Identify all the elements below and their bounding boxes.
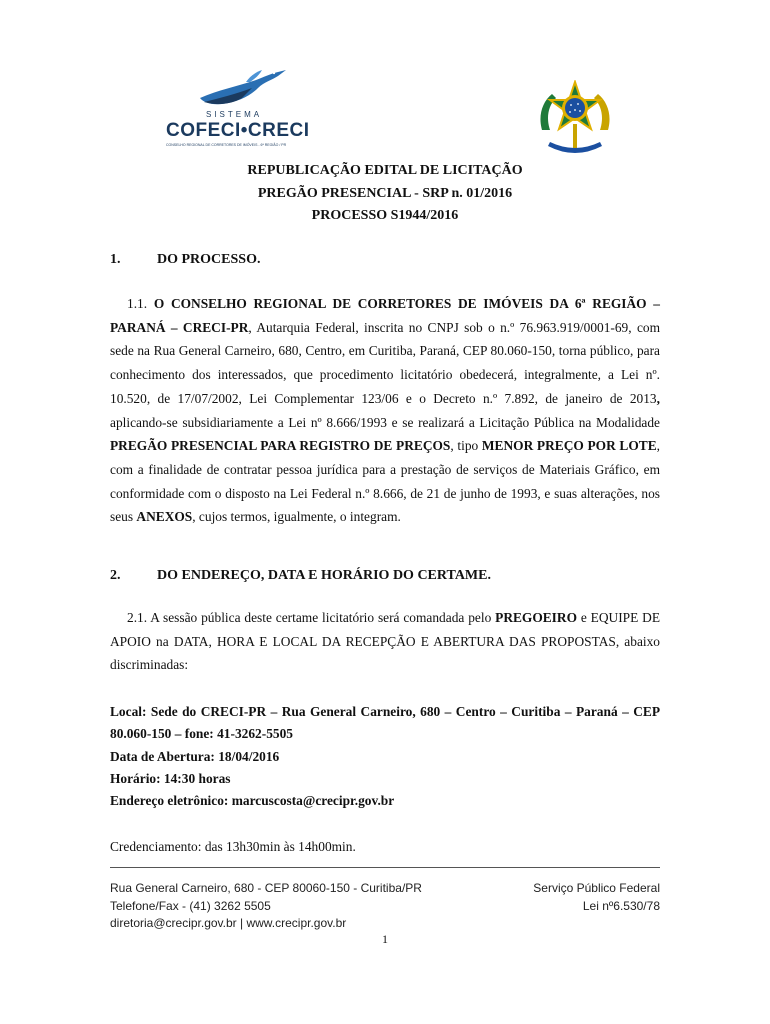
cofeci-creci-logo: [160, 68, 310, 148]
section-title: DO PROCESSO.: [157, 252, 261, 267]
bold-comma: ,: [656, 390, 660, 406]
data-abertura: Data de Abertura: 18/04/2016: [110, 749, 280, 764]
brand-wordmark: COFECI•CRECI: [166, 120, 310, 141]
paragraph-number: 1.1.: [127, 296, 154, 311]
section-number: 1.: [110, 252, 121, 267]
document-title-line2: PREGÃO PRESENCIAL - SRP n. 01/2016: [257, 186, 513, 201]
footer-divider: [110, 867, 660, 868]
footer-legal: [533, 880, 660, 915]
paragraph-1-1: [110, 292, 660, 529]
paragraph-text: aplicando-se subsidiariamente a Lei nº 8.666/1993 e se realizará a Licitação Pública na Modalidade: [110, 414, 660, 430]
section-title: DO ENDEREÇO, DATA E HORÁRIO DO CERTAME.: [157, 568, 491, 583]
paragraph-text: , tipo: [450, 438, 482, 454]
paragraph-text: , Autarquia Federal, inscrita no CNPJ sob o n.º 76.963.919/0001-69, com sede na Rua General Carneiro, 680, Centro, em Curitiba, Paraná, CEP 80.060-150, torna público, para conhecimento dos interessados, que procedimento licitatório obedecerá, integralmente, a Lei nº. 10.520, de 17/07/2002, Lei Complementar 123/06 e o Decreto n.º 7.892, de janeiro de 2013: [110, 319, 660, 406]
hummingbird-icon: [198, 68, 288, 110]
brand-subtitle: CONSELHO REGIONAL DE CORRETORES DE IMÓVEIS - 6ª REGIÃO / PR: [166, 143, 287, 147]
endereco-eletronico: Endereço eletrônico: marcuscosta@crecipr.gov.br: [110, 793, 395, 808]
paragraph-text: , com a finalidade de contratar pessoa jurídica para a prestação de serviços de Materiais Gráfico, em conformidade com o disposto na Lei Federal n.º 8.666, de 21 de junho de 1993, e suas alterações, nos seus: [110, 438, 661, 525]
footer-contact-line: diretoria@crecipr.gov.br | www.crecipr.gov.br: [110, 916, 347, 930]
document-title-line3: PROCESSO S1944/2016: [311, 208, 459, 223]
bold-modalidade: PREGÃO PRESENCIAL PARA REGISTRO DE PREÇOS: [110, 438, 451, 454]
bold-tipo: MENOR PREÇO POR LOTE: [481, 438, 657, 454]
footer-address: [110, 880, 422, 933]
footer-address-line: Rua General Carneiro, 680 - CEP 80060-150 - Curitiba/PR: [110, 881, 422, 895]
section-number: 2.: [110, 568, 121, 583]
local-info: Local: Sede do CRECI-PR – Rua General Carneiro, 680 – Centro – Curitiba – Paraná – CEP 80.060-150 – fone: 41-3262-5505: [110, 704, 660, 741]
paragraph-2-1: [110, 606, 660, 677]
bold-anexos: ANEXOS: [136, 509, 193, 525]
bold-intro: O CONSELHO REGIONAL DE CORRETORES DE IMÓVEIS DA 6ª REGIÃO – PARANÁ – CRECI-PR: [110, 296, 661, 335]
sistema-label: SISTEMA: [206, 110, 263, 119]
horario: Horário: 14:30 horas: [110, 771, 231, 786]
credenciamento: Credenciamento: das 13h30min às 14h00min.: [110, 839, 356, 854]
document-title-line1: REPUBLICAÇÃO EDITAL DE LICITAÇÃO: [247, 163, 523, 178]
footer-service-line: Serviço Público Federal: [533, 881, 660, 895]
paragraph-text: e EQUIPE DE APOIO na DATA, HORA E LOCAL DA RECEPÇÃO E ABERTURA DAS PROPOSTAS, abaixo discriminadas:: [110, 610, 660, 673]
footer-law-line: Lei nº6.530/78: [582, 898, 660, 913]
page-number: 1: [382, 932, 388, 946]
brazil-coat-of-arms-icon: [536, 80, 614, 160]
footer-phone-line: Telefone/Fax - (41) 3262 5505: [110, 898, 271, 913]
bold-pregoeiro: PREGOEIRO: [495, 610, 577, 625]
paragraph-text: , cujos termos, igualmente, o integram.: [192, 509, 401, 525]
paragraph-text: 2.1. A sessão pública deste certame licitatório será comandada pelo: [127, 610, 496, 625]
